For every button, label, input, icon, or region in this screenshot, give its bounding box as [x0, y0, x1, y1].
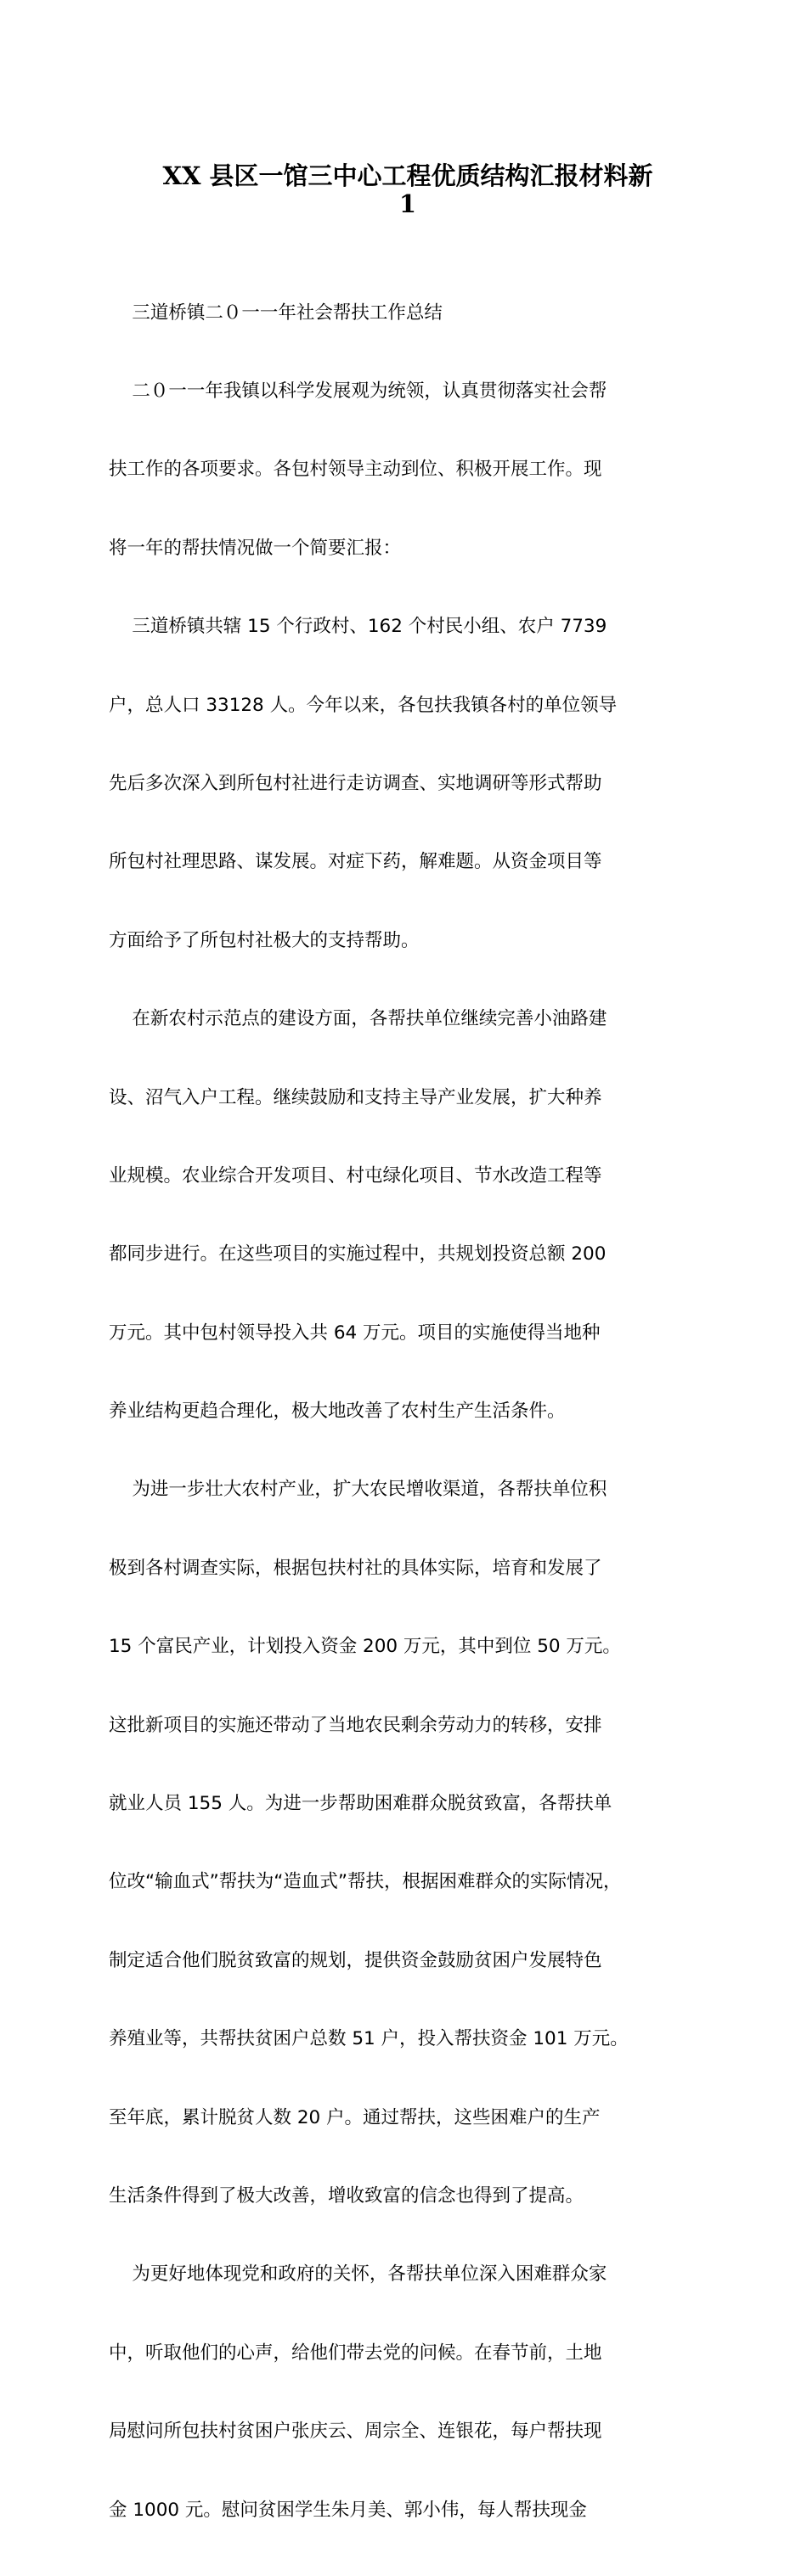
body-line: 万元。其中包村领导投入共 64 万元。项目的实施使得当地种: [109, 1322, 601, 1344]
body-line: 先后多次深入到所包村社进行走访调查、实地调研等形式帮助: [109, 772, 602, 794]
body-line: 在新农村示范点的建设方面，各帮扶单位继续完善小油路建: [109, 1008, 607, 1030]
body-line: 生活条件得到了极大改善，增收致富的信念也得到了提高。: [109, 2184, 584, 2207]
body-line: 方面给予了所包村社极大的支持帮助。: [109, 929, 420, 951]
body-line: 养业结构更趋合理化，极大地改善了农村生产生活条件。: [109, 1401, 566, 1423]
body-line: 三道桥镇共辖 15 个行政村、162 个村民小组、农户 7739: [109, 616, 607, 638]
document-title: XX 县区一馆三中心工程优质结构汇报材料新: [162, 161, 653, 190]
body-line: 将一年的帮扶情况做一个简要汇报：: [109, 537, 402, 559]
body-line: 极到各村调查实际，根据包扶村社的具体实际，培育和发展了: [109, 1557, 602, 1579]
body-line: 设、沼气入户工程。继续鼓励和支持主导产业发展，扩大种养: [109, 1086, 602, 1108]
body-line: 至年底，累计脱贫人数 20 户。通过帮扶，这些困难户的生产: [109, 2106, 601, 2128]
body-line: 中，听取他们的心声，给他们带去党的问候。在春节前，土地: [109, 2342, 602, 2364]
body-line: 养殖业等，共帮扶贫困户总数 51 户，投入帮扶资金 101 万元。: [109, 2028, 629, 2050]
body-line: 扶工作的各项要求。各包村领导主动到位、积极开展工作。现: [109, 459, 602, 481]
body-line: 这批新项目的实施还带动了当地农民剩余劳动力的转移，安排: [109, 1714, 602, 1736]
body-line: 户，总人口 33128 人。今年以来，各包扶我镇各村的单位领导: [109, 694, 618, 716]
body-line: 就业人员 155 人。为进一步帮助困难群众脱贫致富，各帮扶单: [109, 1793, 612, 1815]
document-body: [109, 248, 703, 2576]
body-line: 局慰问所包扶村贫困户张庆云、周宗全、连银花，每户帮扶现: [109, 2421, 602, 2443]
body-line: 位改“输血式”帮扶为“造血式”帮扶，根据困难群众的实际情况，: [109, 1871, 622, 1893]
body-line: 为进一步壮大农村产业，扩大农民增收渠道，各帮扶单位积: [109, 1479, 607, 1501]
body-line: 为更好地体现党和政府的关怀，各帮扶单位深入困难群众家: [109, 2263, 607, 2286]
body-line: 都同步进行。在这些项目的实施过程中，共规划投资总额 200: [109, 1243, 607, 1265]
body-line: 制定适合他们脱贫致富的规划，提供资金鼓励贫困户发展特色: [109, 1949, 602, 1971]
body-line: 15 个富民产业，计划投入资金 200 万元，其中到位 50 万元。: [109, 1636, 621, 1658]
body-line: 三道桥镇二０一一年社会帮扶工作总结: [109, 302, 443, 324]
body-line: 业规模。农业综合开发项目、村屯绿化项目、节水改造工程等: [109, 1164, 602, 1187]
body-line: 金 1000 元。慰问贫困学生朱月美、郭小伟，每人帮扶现金: [109, 2499, 587, 2521]
body-line: 所包村社理思路、谋发展。对症下药，解难题。从资金项目等: [109, 851, 602, 873]
document-title-continued: 1: [398, 189, 417, 218]
body-line: 二０一一年我镇以科学发展观为统领，认真贯彻落实社会帮: [109, 380, 607, 402]
